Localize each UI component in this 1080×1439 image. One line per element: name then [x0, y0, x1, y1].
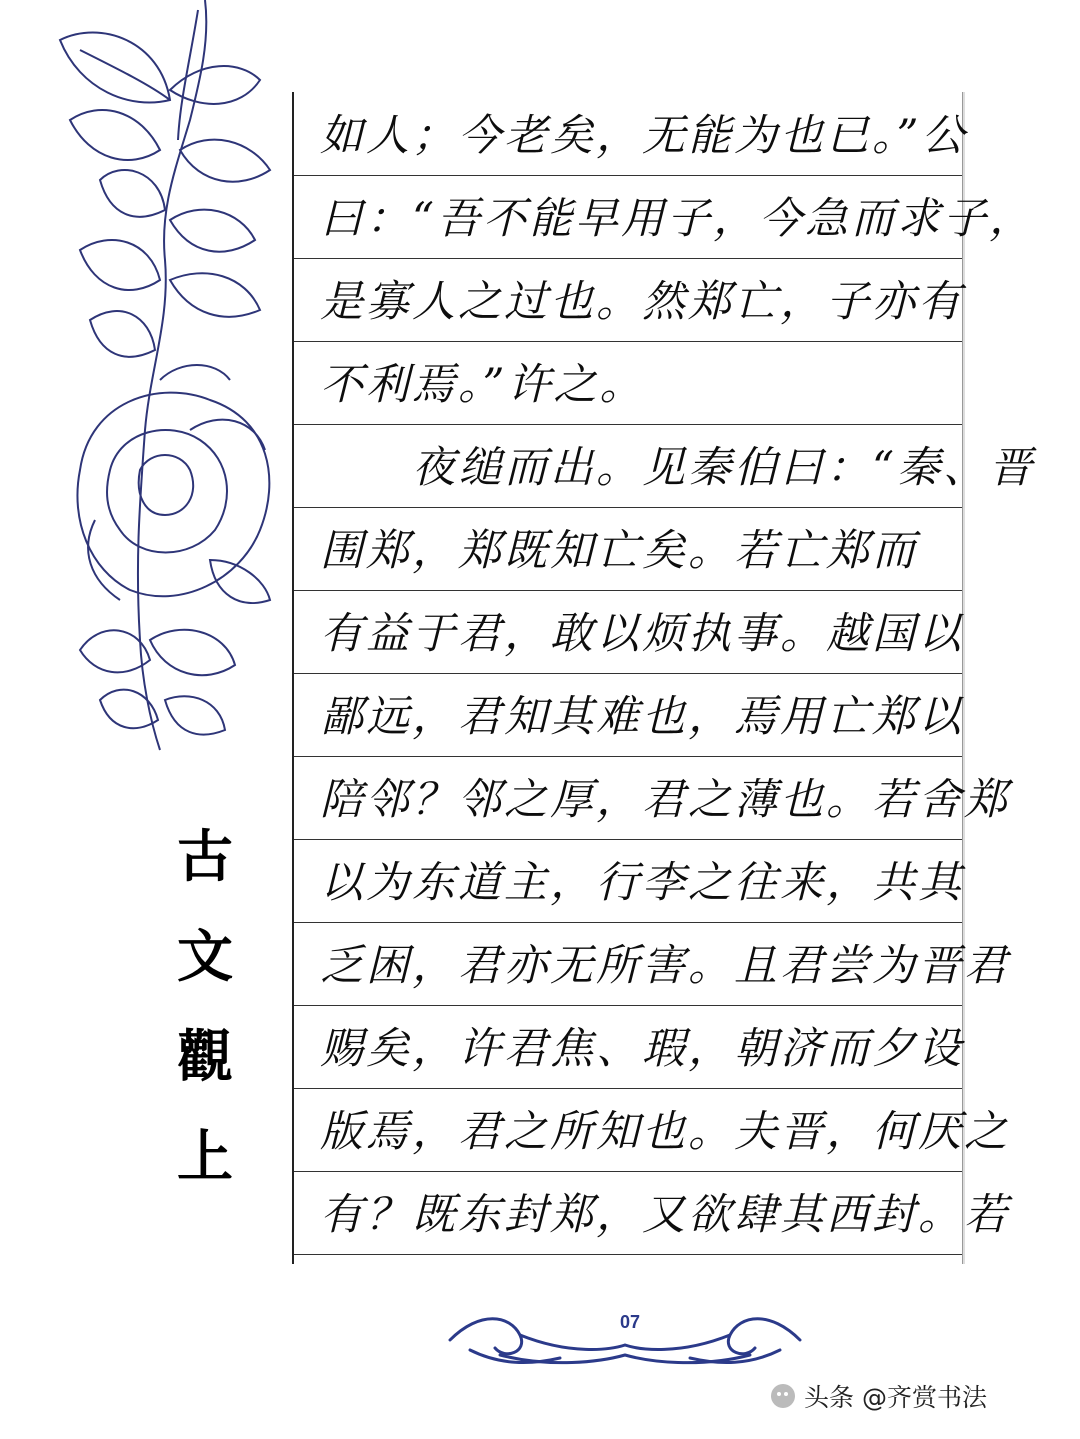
watermark [770, 1378, 987, 1414]
text-line: 鄙远，君知其难也，焉用亡郑以 [294, 673, 962, 757]
ruled-text-area [292, 92, 1035, 1264]
footer-ornament [440, 1300, 810, 1370]
text-line: 陪邻？邻之厚，君之薄也。若舍郑 [294, 756, 962, 840]
title-char-3: 觀 [177, 1025, 233, 1090]
floral-illustration [40, 0, 290, 760]
text-line: 夜缒而出。见秦伯曰：“秦、晋 [294, 424, 962, 508]
text-line: 赐矣，许君焦、瑕，朝济而夕设 [294, 1005, 962, 1089]
text-line: 曰：“吾不能早用子，今急而求子， [294, 175, 962, 259]
text-line: 围郑，郑既知亡矣。若亡郑而 [294, 507, 962, 591]
text-line: 如人；今老矣，无能为也已。”公 [294, 92, 962, 176]
text-line: 是寡人之过也。然郑亡，子亦有 [294, 258, 962, 342]
title-char-1: 古 [177, 825, 233, 890]
text-line: 版焉，君之所知也。夫晋，何厌之 [294, 1088, 962, 1172]
watermark-main: 头条 @齐赏书法 [804, 1383, 987, 1412]
book-title-vertical [160, 825, 250, 1190]
title-char-2: 文 [177, 925, 233, 990]
text-line: 有益于君，敢以烦执事。越国以 [294, 590, 962, 674]
text-line: 乏困，君亦无所害。且君尝为晋君 [294, 922, 962, 1006]
text-line: 以为东道主，行李之往来，共其 [294, 839, 962, 923]
text-line: 不利焉。”许之。 [294, 341, 962, 425]
wechat-icon [770, 1383, 796, 1409]
title-char-4: 上 [177, 1125, 233, 1190]
page-number: 07 [619, 1312, 641, 1332]
text-line: 有？既东封郑，又欲肆其西封。若 [294, 1171, 962, 1255]
